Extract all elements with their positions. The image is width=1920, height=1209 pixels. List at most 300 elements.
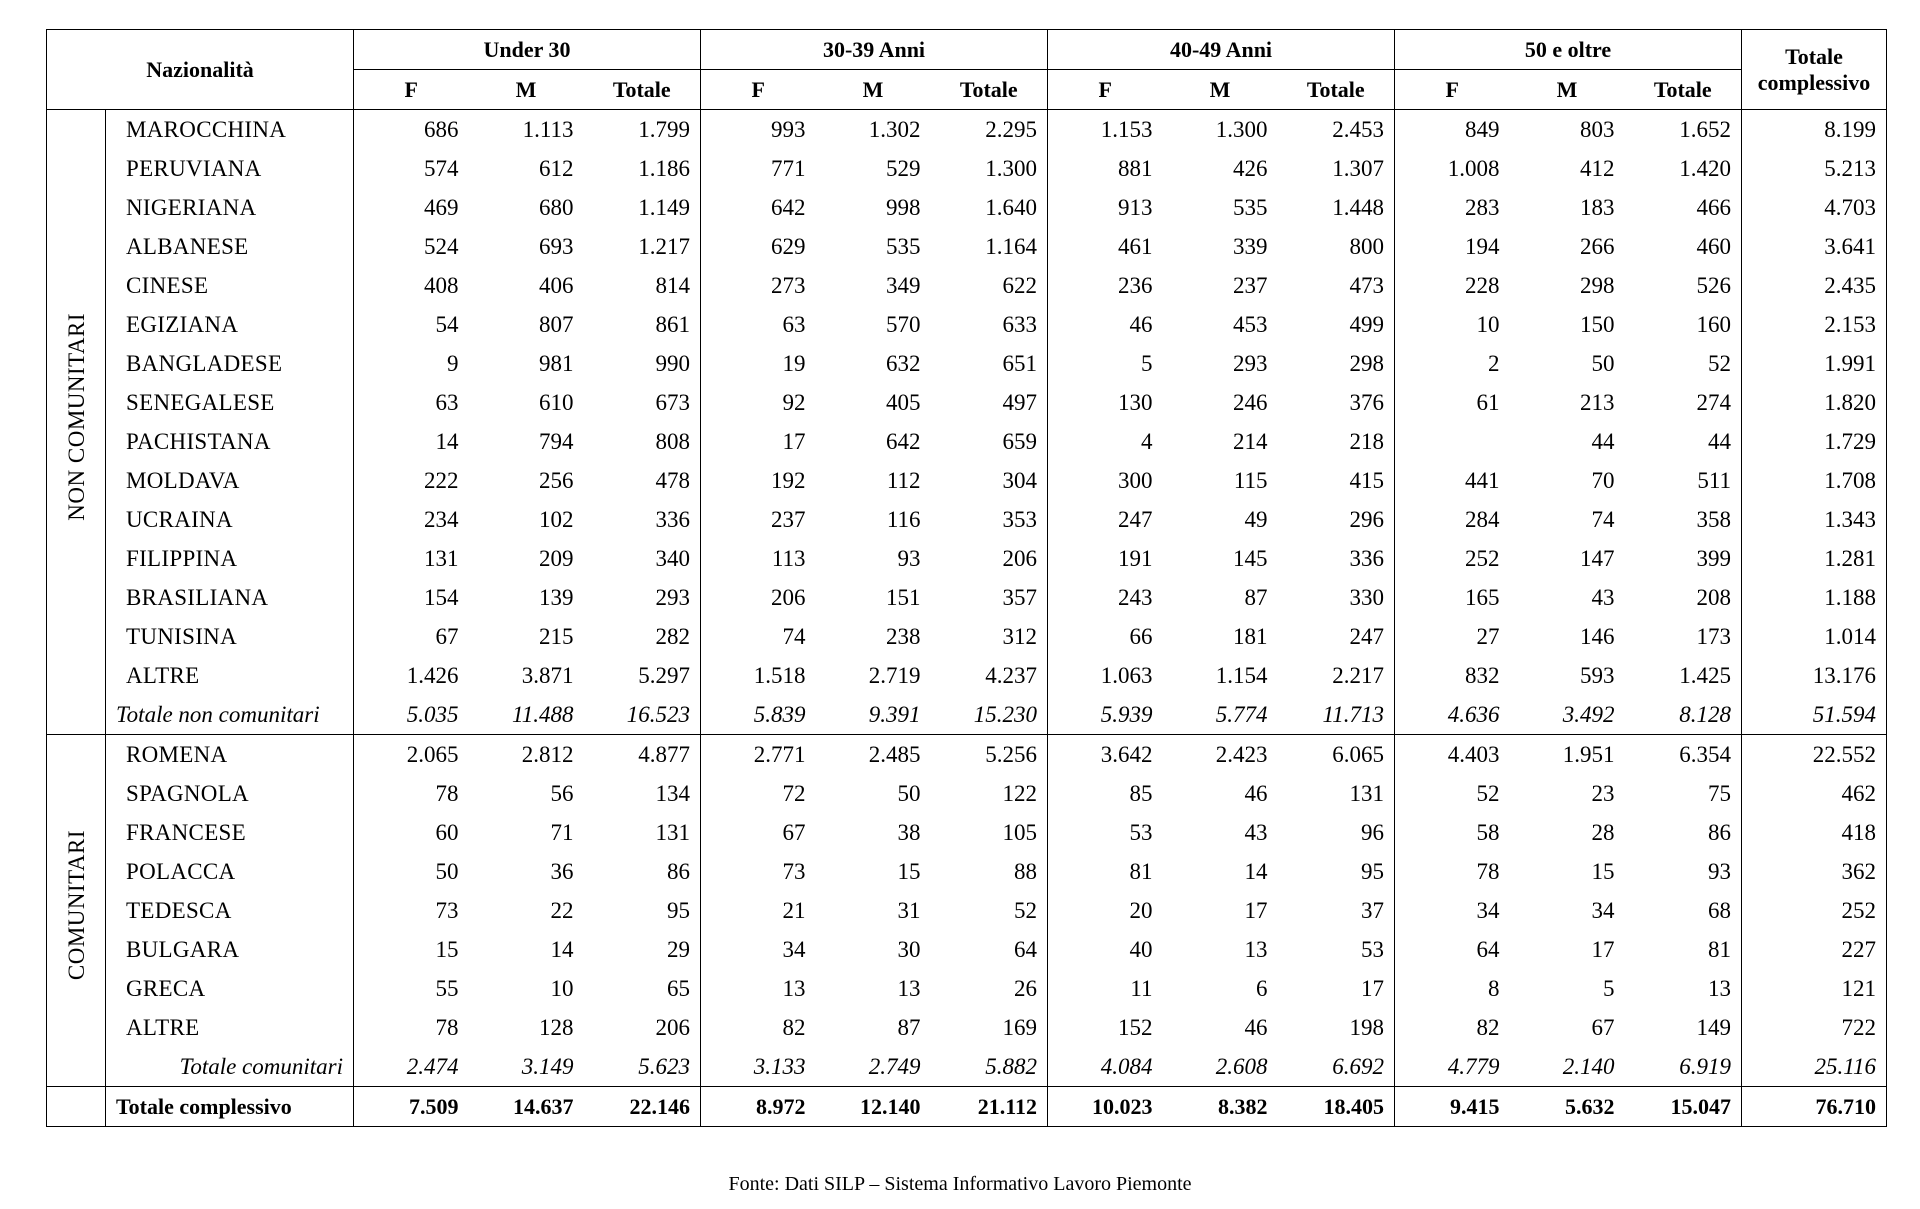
value-cell: 46 xyxy=(1129,312,1153,337)
value-cell: 17 xyxy=(1278,969,1395,1008)
value-cell: 1.343 xyxy=(1742,500,1887,539)
header-sub-total: Totale xyxy=(931,70,1048,110)
value-cell: 358 xyxy=(1625,500,1742,539)
value-cell: 5.256 xyxy=(931,735,1048,775)
value-cell: 93 xyxy=(897,546,921,571)
value-cell: 227 xyxy=(1742,930,1887,969)
group-label-comunitari xyxy=(47,735,106,1087)
value-cell: 651 xyxy=(931,344,1048,383)
value-cell: 82 xyxy=(1476,1015,1500,1040)
value-cell: 2.153 xyxy=(1742,305,1887,344)
value-cell: 238 xyxy=(886,624,921,649)
value-cell: 1.652 xyxy=(1625,110,1742,150)
value-cell: 95 xyxy=(1278,852,1395,891)
value-cell: 206 xyxy=(771,585,806,610)
nationality-name: EGIZIANA xyxy=(106,305,354,344)
value-cell: 154 xyxy=(424,585,459,610)
value-cell: 642 xyxy=(886,429,921,454)
value-cell: 72 xyxy=(782,781,806,806)
value-cell: 102 xyxy=(539,507,574,532)
value-cell: 1.708 xyxy=(1742,461,1887,500)
value-cell: 4.237 xyxy=(931,656,1048,695)
grand-total-value: 18.405 xyxy=(1278,1087,1395,1127)
value-cell: 67 xyxy=(1591,1015,1615,1040)
value-cell: 50 xyxy=(435,859,459,884)
grand-total-row xyxy=(47,1087,1887,1127)
value-cell: 998 xyxy=(886,195,921,220)
value-cell: 340 xyxy=(584,539,701,578)
header-nationality: Nazionalità xyxy=(47,30,354,110)
nationality-name: MOLDAVA xyxy=(106,461,354,500)
value-cell: 96 xyxy=(1278,813,1395,852)
value-cell: 151 xyxy=(886,585,921,610)
value-cell: 93 xyxy=(1625,852,1742,891)
grand-total-value: 8.382 xyxy=(1163,1087,1278,1127)
value-cell: 95 xyxy=(584,891,701,930)
table-row xyxy=(47,422,1887,461)
value-cell: 330 xyxy=(1278,578,1395,617)
value-cell: 29 xyxy=(584,930,701,969)
value-cell: 78 xyxy=(435,1015,459,1040)
value-cell: 192 xyxy=(771,468,806,493)
value-cell: 16.523 xyxy=(584,695,701,735)
value-cell: 11.713 xyxy=(1278,695,1395,735)
value-cell: 8.199 xyxy=(1742,110,1887,150)
value-cell: 5.774 xyxy=(1163,695,1278,735)
nationality-name: TUNISINA xyxy=(106,617,354,656)
value-cell: 1.420 xyxy=(1625,149,1742,188)
nationality-name: PACHISTANA xyxy=(106,422,354,461)
value-cell: 215 xyxy=(539,624,574,649)
header-sub-f: F xyxy=(701,70,816,110)
value-cell: 466 xyxy=(1625,188,1742,227)
group-label-non-comunitari xyxy=(47,110,106,735)
value-cell: 642 xyxy=(771,195,806,220)
grand-total-value: 9.415 xyxy=(1395,1087,1510,1127)
value-cell: 115 xyxy=(1233,468,1268,493)
nationality-name: FRANCESE xyxy=(106,813,354,852)
table-row xyxy=(47,539,1887,578)
value-cell: 183 xyxy=(1580,195,1615,220)
value-cell: 2.217 xyxy=(1278,656,1395,695)
grand-total-value: 21.112 xyxy=(931,1087,1048,1127)
value-cell: 610 xyxy=(539,390,574,415)
value-cell: 1.149 xyxy=(584,188,701,227)
value-cell: 194 xyxy=(1465,234,1500,259)
value-cell: 462 xyxy=(1742,774,1887,813)
header-group: 50 e oltre xyxy=(1395,30,1742,70)
value-cell: 913 xyxy=(1118,195,1153,220)
value-cell: 139 xyxy=(539,585,574,610)
value-cell: 1.186 xyxy=(584,149,701,188)
value-cell: 10 xyxy=(550,976,574,1001)
value-cell: 312 xyxy=(931,617,1048,656)
grand-total-value: 22.146 xyxy=(584,1087,701,1127)
value-cell: 1.188 xyxy=(1742,578,1887,617)
value-cell: 5.297 xyxy=(584,656,701,695)
header-sub-f: F xyxy=(1048,70,1163,110)
value-cell: 511 xyxy=(1625,461,1742,500)
value-cell: 3.133 xyxy=(701,1047,816,1087)
value-cell: 376 xyxy=(1278,383,1395,422)
value-cell: 116 xyxy=(886,507,921,532)
value-cell: 11.488 xyxy=(469,695,584,735)
table-row xyxy=(47,891,1887,930)
header-sub-m: M xyxy=(816,70,931,110)
table-row xyxy=(47,617,1887,656)
value-cell: 209 xyxy=(539,546,574,571)
value-cell: 52 xyxy=(1476,781,1500,806)
value-cell: 1.991 xyxy=(1742,344,1887,383)
value-cell: 1.154 xyxy=(1215,663,1268,688)
value-cell: 2.295 xyxy=(931,110,1048,150)
value-cell: 2.140 xyxy=(1510,1047,1625,1087)
value-cell: 246 xyxy=(1233,390,1268,415)
value-cell: 92 xyxy=(782,390,806,415)
header-sub-total: Totale xyxy=(1278,70,1395,110)
value-cell: 15 xyxy=(435,937,459,962)
table-row xyxy=(47,813,1887,852)
value-cell: 2.771 xyxy=(753,742,806,767)
nationality-name: POLACCA xyxy=(106,852,354,891)
value-cell: 5.939 xyxy=(1048,695,1163,735)
nationality-name: TEDESCA xyxy=(106,891,354,930)
nationality-name: ALTRE xyxy=(106,1008,354,1047)
value-cell: 15 xyxy=(1591,859,1615,884)
header-sub-f: F xyxy=(354,70,469,110)
value-cell: 1.008 xyxy=(1447,156,1500,181)
value-cell: 26 xyxy=(931,969,1048,1008)
value-cell: 2 xyxy=(1488,351,1500,376)
value-cell: 67 xyxy=(782,820,806,845)
table-row xyxy=(47,930,1887,969)
value-cell: 1.281 xyxy=(1742,539,1887,578)
value-cell: 1.113 xyxy=(522,117,574,142)
value-cell: 20 xyxy=(1129,898,1153,923)
grand-total-value: 7.509 xyxy=(354,1087,469,1127)
value-cell: 1.300 xyxy=(931,149,1048,188)
value-cell: 252 xyxy=(1465,546,1500,571)
nationality-name: BANGLADESE xyxy=(106,344,354,383)
table-row xyxy=(47,735,1887,775)
value-cell: 86 xyxy=(1625,813,1742,852)
value-cell: 4 xyxy=(1141,429,1153,454)
nationality-name: SPAGNOLA xyxy=(106,774,354,813)
header-sub-m: M xyxy=(1163,70,1278,110)
value-cell: 274 xyxy=(1625,383,1742,422)
grand-total-blank xyxy=(47,1087,106,1127)
value-cell: 74 xyxy=(1591,507,1615,532)
value-cell: 4.636 xyxy=(1395,695,1510,735)
value-cell: 9 xyxy=(447,351,459,376)
value-cell: 247 xyxy=(1278,617,1395,656)
value-cell: 15.230 xyxy=(931,695,1048,735)
table-row xyxy=(47,969,1887,1008)
nationality-name: BULGARA xyxy=(106,930,354,969)
value-cell: 3.641 xyxy=(1742,227,1887,266)
value-cell: 160 xyxy=(1625,305,1742,344)
nationality-name: SENEGALESE xyxy=(106,383,354,422)
value-cell: 13.176 xyxy=(1742,656,1887,695)
value-cell: 632 xyxy=(886,351,921,376)
value-cell: 53 xyxy=(1278,930,1395,969)
grand-total-value: 15.047 xyxy=(1625,1087,1742,1127)
value-cell: 807 xyxy=(539,312,574,337)
value-cell: 5.035 xyxy=(354,695,469,735)
value-cell: 27 xyxy=(1476,624,1500,649)
value-cell: 629 xyxy=(771,234,806,259)
value-cell: 37 xyxy=(1278,891,1395,930)
value-cell: 149 xyxy=(1625,1008,1742,1047)
value-cell: 293 xyxy=(584,578,701,617)
value-cell: 418 xyxy=(1742,813,1887,852)
value-cell: 131 xyxy=(424,546,459,571)
nationality-name: BRASILIANA xyxy=(106,578,354,617)
table-row xyxy=(47,578,1887,617)
grand-total-value: 8.972 xyxy=(701,1087,816,1127)
value-cell: 30 xyxy=(897,937,921,962)
value-cell: 36 xyxy=(550,859,574,884)
nationality-name: ALBANESE xyxy=(106,227,354,266)
value-cell: 52 xyxy=(931,891,1048,930)
value-cell: 8 xyxy=(1488,976,1500,1001)
value-cell: 529 xyxy=(886,156,921,181)
value-cell: 44 xyxy=(1625,422,1742,461)
value-cell: 54 xyxy=(435,312,459,337)
value-cell: 659 xyxy=(931,422,1048,461)
subtotal-label: Totale non comunitari xyxy=(106,695,354,735)
value-cell: 1.820 xyxy=(1742,383,1887,422)
value-cell: 574 xyxy=(424,156,459,181)
table-body xyxy=(47,110,1887,1127)
value-cell: 357 xyxy=(931,578,1048,617)
value-cell: 273 xyxy=(771,273,806,298)
value-cell: 283 xyxy=(1465,195,1500,220)
nationality-name: FILIPPINA xyxy=(106,539,354,578)
value-cell: 40 xyxy=(1129,937,1153,962)
value-cell: 67 xyxy=(435,624,459,649)
value-cell: 803 xyxy=(1580,117,1615,142)
value-cell: 1.799 xyxy=(584,110,701,150)
value-cell: 63 xyxy=(435,390,459,415)
value-cell: 3.642 xyxy=(1100,742,1153,767)
value-cell: 4.703 xyxy=(1742,188,1887,227)
value-cell: 981 xyxy=(539,351,574,376)
table-row xyxy=(47,305,1887,344)
value-cell: 46 xyxy=(1244,781,1268,806)
value-cell: 58 xyxy=(1476,820,1500,845)
value-cell: 75 xyxy=(1625,774,1742,813)
value-cell: 673 xyxy=(584,383,701,422)
table-row xyxy=(47,383,1887,422)
table-row xyxy=(47,1008,1887,1047)
value-cell: 22 xyxy=(550,898,574,923)
value-cell: 237 xyxy=(1233,273,1268,298)
value-cell: 526 xyxy=(1625,266,1742,305)
value-cell: 134 xyxy=(584,774,701,813)
table-row xyxy=(47,774,1887,813)
value-cell: 469 xyxy=(424,195,459,220)
value-cell: 1.063 xyxy=(1100,663,1153,688)
value-cell: 497 xyxy=(931,383,1048,422)
value-cell: 408 xyxy=(424,273,459,298)
value-cell: 298 xyxy=(1580,273,1615,298)
value-cell: 49 xyxy=(1244,507,1268,532)
value-cell: 993 xyxy=(771,117,806,142)
value-cell: 65 xyxy=(584,969,701,1008)
value-cell: 53 xyxy=(1129,820,1153,845)
value-cell: 81 xyxy=(1625,930,1742,969)
value-cell: 353 xyxy=(931,500,1048,539)
value-cell: 6.919 xyxy=(1625,1047,1742,1087)
value-cell: 13 xyxy=(1244,937,1268,962)
value-cell: 441 xyxy=(1465,468,1500,493)
value-cell xyxy=(1395,422,1510,461)
table-row xyxy=(47,149,1887,188)
value-cell: 5.882 xyxy=(931,1047,1048,1087)
value-cell: 2.453 xyxy=(1278,110,1395,150)
value-cell: 146 xyxy=(1580,624,1615,649)
subtotal-row xyxy=(47,695,1887,735)
value-cell: 21 xyxy=(782,898,806,923)
value-cell: 2.065 xyxy=(406,742,459,767)
value-cell: 6 xyxy=(1256,976,1268,1001)
value-cell: 5.623 xyxy=(584,1047,701,1087)
value-cell: 5.839 xyxy=(701,695,816,735)
value-cell: 131 xyxy=(1278,774,1395,813)
value-cell: 252 xyxy=(1742,891,1887,930)
value-cell: 152 xyxy=(1118,1015,1153,1040)
value-cell: 1.640 xyxy=(931,188,1048,227)
value-cell: 121 xyxy=(1742,969,1887,1008)
table-row xyxy=(47,188,1887,227)
table-row xyxy=(47,344,1887,383)
value-cell: 4.779 xyxy=(1395,1047,1510,1087)
value-cell: 112 xyxy=(886,468,921,493)
value-cell: 256 xyxy=(539,468,574,493)
value-cell: 814 xyxy=(584,266,701,305)
grand-total-value: 76.710 xyxy=(1742,1087,1887,1127)
value-cell: 593 xyxy=(1580,663,1615,688)
nationality-name: NIGERIANA xyxy=(106,188,354,227)
grand-total-value: 12.140 xyxy=(816,1087,931,1127)
nationality-name: GRECA xyxy=(106,969,354,1008)
value-cell: 81 xyxy=(1129,859,1153,884)
header-grand-total-line2: complessivo xyxy=(1757,69,1871,95)
value-cell: 206 xyxy=(931,539,1048,578)
value-cell: 82 xyxy=(782,1015,806,1040)
value-cell: 214 xyxy=(1233,429,1268,454)
value-cell: 34 xyxy=(782,937,806,962)
value-cell: 1.302 xyxy=(868,117,921,142)
value-cell: 50 xyxy=(1591,351,1615,376)
table-row xyxy=(47,461,1887,500)
value-cell: 131 xyxy=(584,813,701,852)
value-cell: 165 xyxy=(1465,585,1500,610)
value-cell: 2.608 xyxy=(1163,1047,1278,1087)
value-cell: 74 xyxy=(782,624,806,649)
header-sub-total: Totale xyxy=(1625,70,1742,110)
value-cell: 1.307 xyxy=(1278,149,1395,188)
value-cell: 31 xyxy=(897,898,921,923)
value-cell: 173 xyxy=(1625,617,1742,656)
value-cell: 150 xyxy=(1580,312,1615,337)
value-cell: 63 xyxy=(782,312,806,337)
value-cell: 2.474 xyxy=(354,1047,469,1087)
value-cell: 243 xyxy=(1118,585,1153,610)
value-cell: 87 xyxy=(897,1015,921,1040)
header-sub-total: Totale xyxy=(584,70,701,110)
value-cell: 2.749 xyxy=(816,1047,931,1087)
value-cell: 693 xyxy=(539,234,574,259)
value-cell: 105 xyxy=(931,813,1048,852)
value-cell: 2.812 xyxy=(521,742,574,767)
value-cell: 181 xyxy=(1233,624,1268,649)
header-row-groups xyxy=(47,30,1887,70)
value-cell: 234 xyxy=(424,507,459,532)
value-cell: 73 xyxy=(435,898,459,923)
value-cell: 1.448 xyxy=(1278,188,1395,227)
value-cell: 85 xyxy=(1129,781,1153,806)
value-cell: 113 xyxy=(771,546,806,571)
header-group: 40-49 Anni xyxy=(1048,30,1395,70)
value-cell: 336 xyxy=(584,500,701,539)
value-cell: 43 xyxy=(1244,820,1268,845)
value-cell: 1.014 xyxy=(1742,617,1887,656)
value-cell: 460 xyxy=(1625,227,1742,266)
source-note: Fonte: Dati SILP – Sistema Informativo Lavoro Piemonte xyxy=(728,1173,1192,1195)
value-cell: 64 xyxy=(1476,937,1500,962)
table-row xyxy=(47,266,1887,305)
employment-table xyxy=(46,29,1887,1127)
value-cell: 236 xyxy=(1118,273,1153,298)
value-cell: 122 xyxy=(931,774,1048,813)
grand-total-value: 10.023 xyxy=(1048,1087,1163,1127)
value-cell: 3.149 xyxy=(469,1047,584,1087)
value-cell: 473 xyxy=(1278,266,1395,305)
value-cell: 1.518 xyxy=(753,663,806,688)
value-cell: 990 xyxy=(584,344,701,383)
value-cell: 1.425 xyxy=(1625,656,1742,695)
value-cell: 206 xyxy=(584,1008,701,1047)
value-cell: 4.877 xyxy=(584,735,701,775)
value-cell: 51.594 xyxy=(1742,695,1887,735)
table-row xyxy=(47,852,1887,891)
value-cell: 56 xyxy=(550,781,574,806)
value-cell: 5 xyxy=(1141,351,1153,376)
value-cell: 208 xyxy=(1625,578,1742,617)
value-cell: 5.213 xyxy=(1742,149,1887,188)
value-cell: 228 xyxy=(1465,273,1500,298)
value-cell: 9.391 xyxy=(816,695,931,735)
value-cell: 6.065 xyxy=(1278,735,1395,775)
grand-total-value: 14.637 xyxy=(469,1087,584,1127)
value-cell: 222 xyxy=(424,468,459,493)
value-cell: 247 xyxy=(1118,507,1153,532)
header-group: 30-39 Anni xyxy=(701,30,1048,70)
value-cell: 722 xyxy=(1742,1008,1887,1047)
value-cell: 849 xyxy=(1465,117,1500,142)
value-cell: 771 xyxy=(771,156,806,181)
nationality-name: CINESE xyxy=(106,266,354,305)
header-grand-total xyxy=(1742,30,1887,110)
value-cell: 426 xyxy=(1233,156,1268,181)
value-cell: 14 xyxy=(550,937,574,962)
value-cell: 237 xyxy=(771,507,806,532)
header-grand-total-line1: Totale xyxy=(1785,43,1843,69)
value-cell: 66 xyxy=(1129,624,1153,649)
value-cell: 1.164 xyxy=(931,227,1048,266)
